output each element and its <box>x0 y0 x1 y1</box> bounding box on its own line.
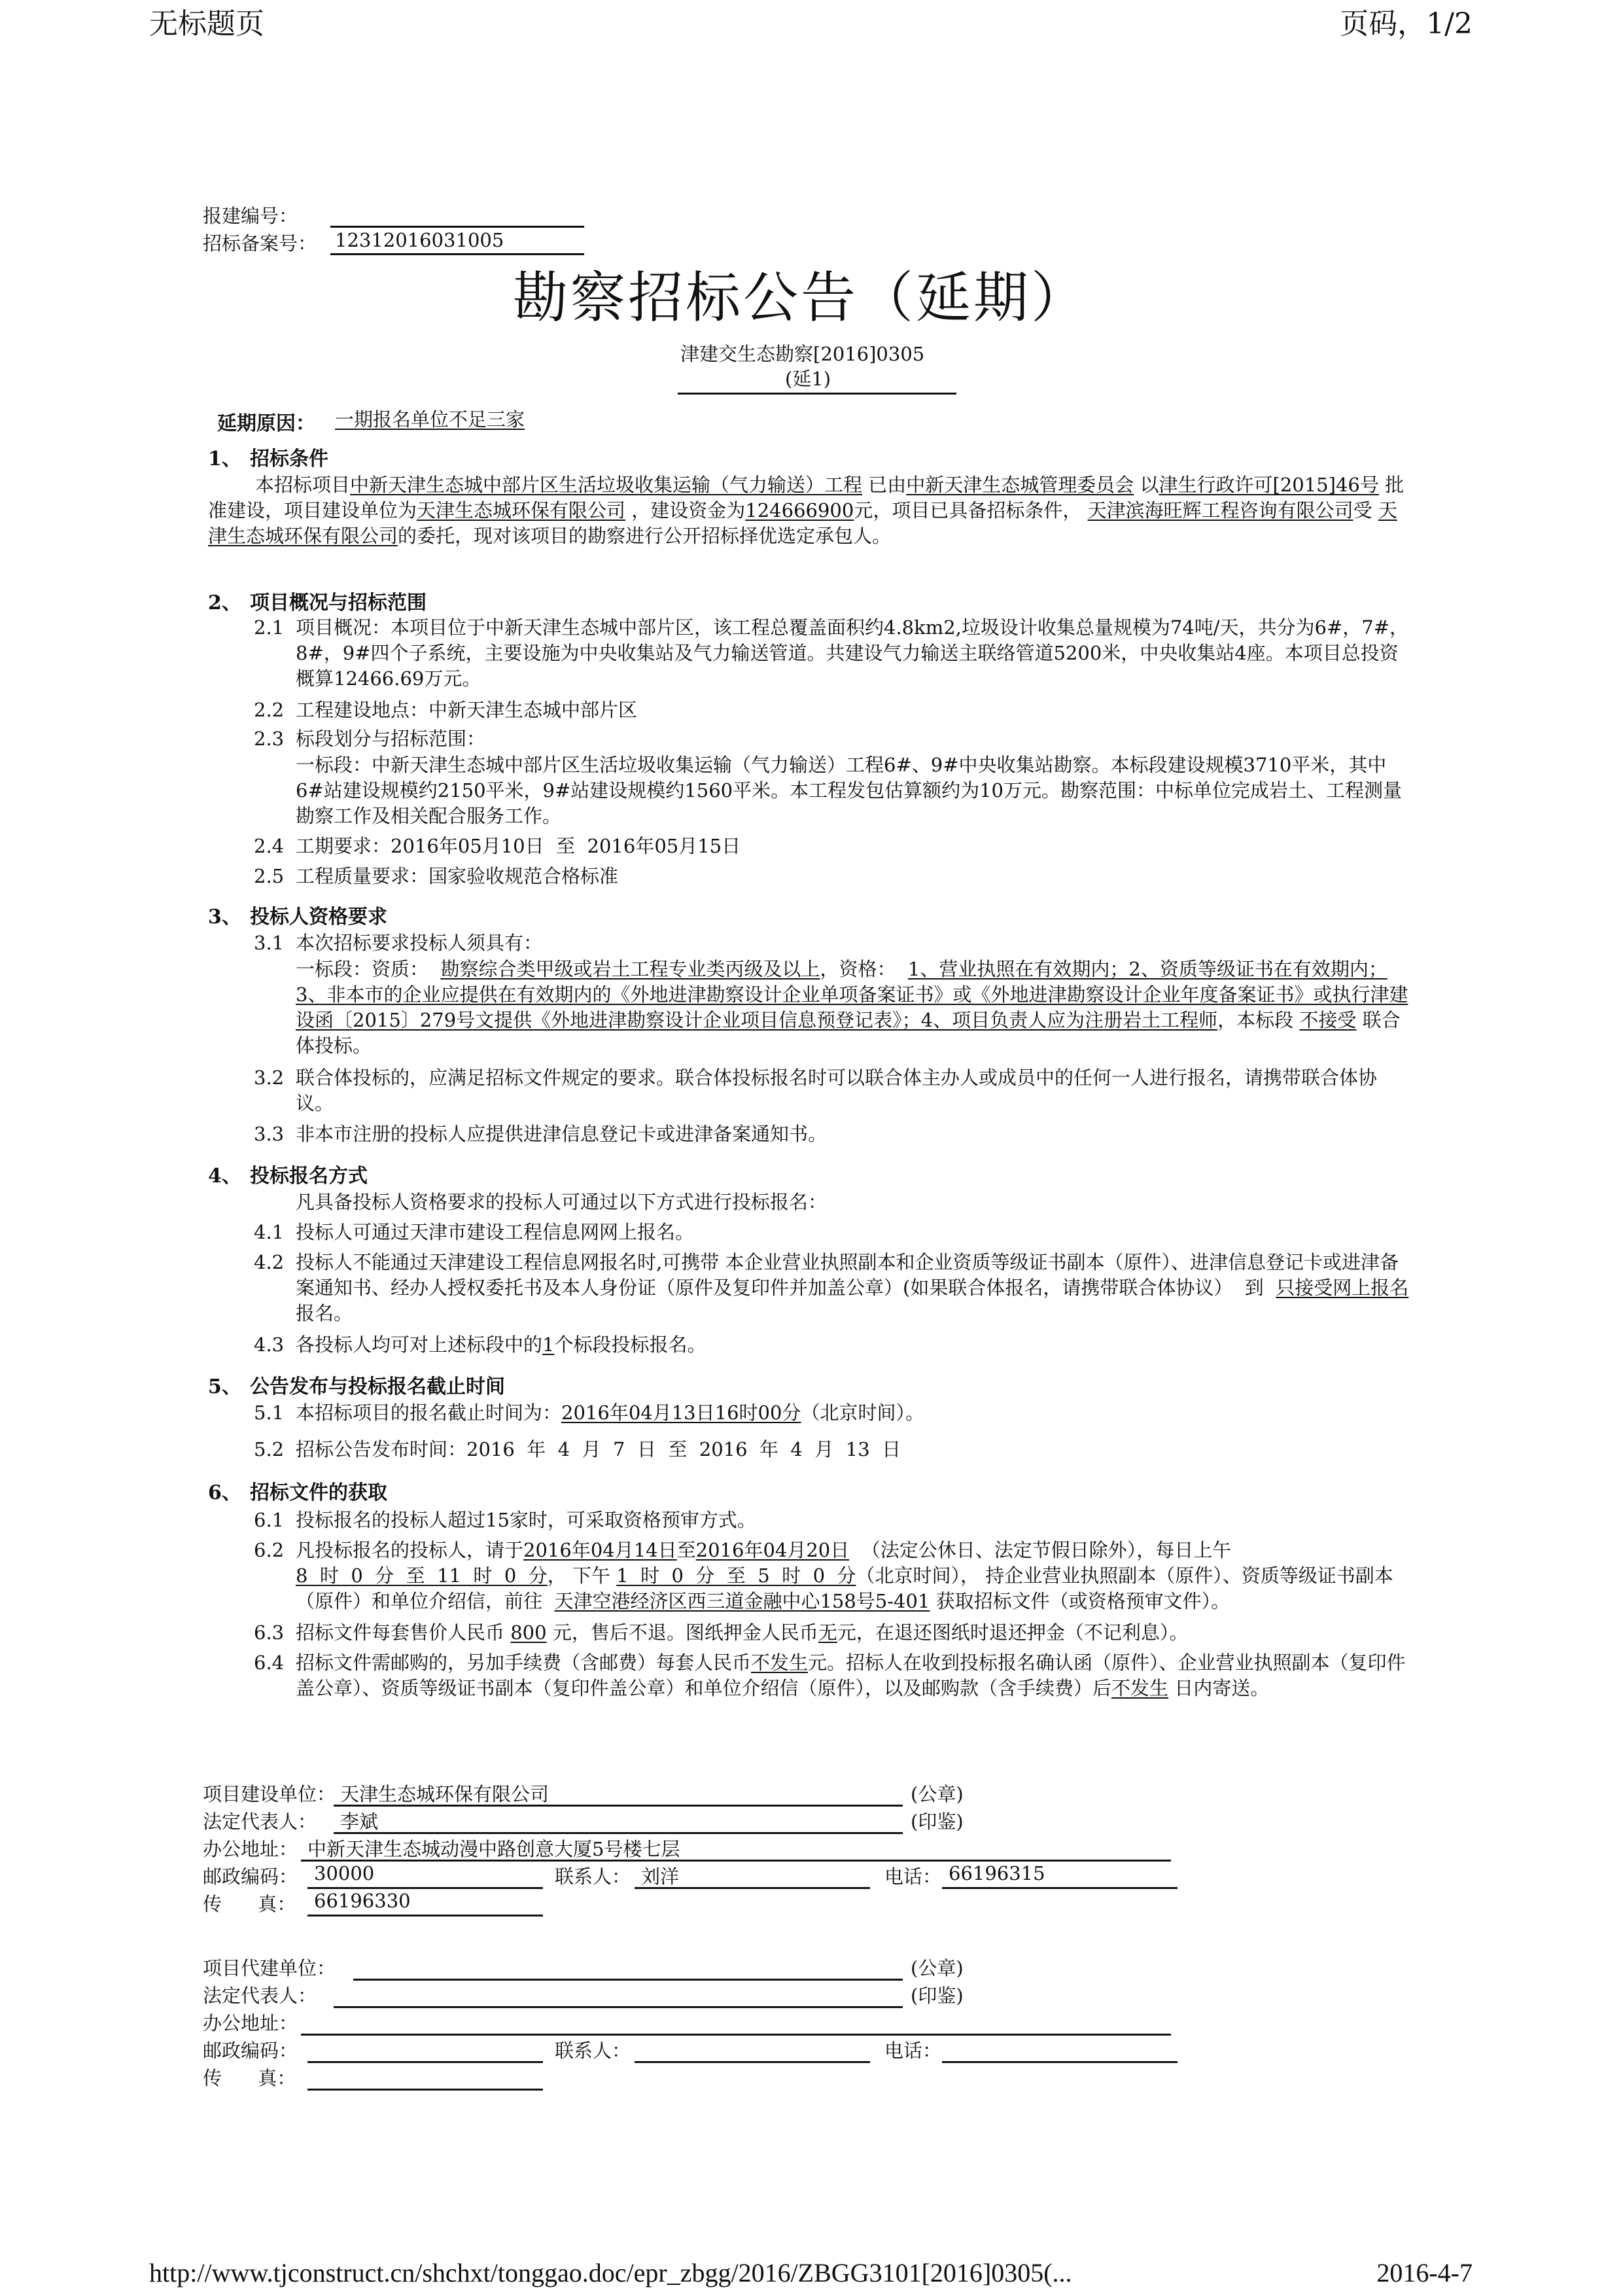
item-5-1: 本招标项目的报名截止时间为：2016年04月13日16时00分（北京时间）。 <box>296 1402 924 1424</box>
owner-unit: 天津生态城环保有限公司 <box>340 1783 550 1805</box>
section-5-title: 公告发布与投标报名截止时间 <box>250 1375 505 1398</box>
section-1-paragraph: 本招标项目中新天津生态城中部片区生活垃圾收集运输（气力输送）工程 已由中新天津生态城管理委员会 以津生行政许可[2015]46号 批准建设，项目建设单位为天津生态城环保有限公司 ，建设资金为124666900元，项目已具备招标条件， 天津滨海旺辉工程咨询有限公司受 天津生态城环保有限公司的委托，现对该项目的勘察进行公开招标择优选定承包人。 <box>208 474 1405 547</box>
agent-contact-line <box>635 2061 870 2063</box>
item-4-1-num: 4.1 <box>254 1221 285 1243</box>
doc-number-line <box>678 393 956 395</box>
item-6-4-num: 6.4 <box>254 1651 285 1674</box>
owner-zip-line <box>307 1887 543 1889</box>
ba-label: 招标备案号： <box>203 232 317 255</box>
section-6-num: 6、 <box>208 1481 241 1504</box>
item-6-2: 凡投标报名的投标人，请于2016年04月14日至2016年04月20日 （法定公休日、法定节假日除外），每日上午8 时 0 分 至 11 时 0 分， 下午 1 时 0 分 至 5 时 0 分（北京时间）， 持企业营业执照副本（原件）、资质等级证书副本（原件）和单位介绍信，前往 天津空港经济区西三道金融中心158号5-401 获取招标文件（或资格预审文件）。 <box>296 1539 1393 1612</box>
owner-tel: 66196315 <box>949 1862 1045 1884</box>
page-title: 勘察招标公告（延期） <box>513 266 1089 330</box>
project-name: 中新天津生态城中部片区生活垃圾收集运输（气力输送）工程 <box>350 474 863 496</box>
item-2-3-detail: 一标段：中新天津生态城中部片区生活垃圾收集运输（气力输送）工程6#、9#中央收集站勘察。本标段建设规模3710平米，其中6#站建设规模约2150平米，9#站建设规模约1560平米。本工程发包估算额约为10万元。勘察范围：中标单位完成岩土、工程测量勘察工作及相关配合服务工作。 <box>296 754 1403 827</box>
owner-addr-label: 办公地址： <box>203 1838 298 1860</box>
item-4-3: 各投标人均可对上述标段中的1个标段投标报名。 <box>296 1333 707 1356</box>
agent-zip-line <box>307 2061 543 2063</box>
item-5-2: 招标公告发布时间：2016 年 4 月 7 日 至 2016 年 4 月 13 日 <box>296 1438 901 1460</box>
item-6-4: 招标文件需邮购的，另加手续费（含邮费）每套人民币不发生元。招标人在收到投标报名确认函（原件）、企业营业执照副本（复印件盖公章）、资质等级证书副本（复印件盖公章）和单位介绍信（原件），以及邮购款（含手续费）后不发生 日内寄送。 <box>296 1651 1406 1699</box>
section-3-title: 投标人资格要求 <box>250 906 387 928</box>
item-6-1-num: 6.1 <box>254 1509 285 1531</box>
item-2-3: 标段划分与招标范围： <box>296 728 486 750</box>
doc-number: 津建交生态勘察[2016]0305 <box>680 343 925 365</box>
consortium: 不接受 <box>1299 1009 1357 1031</box>
item-6-1: 投标报名的投标人超过15家时，可采取资格预审方式。 <box>296 1509 756 1531</box>
owner-name: 天津生态城环保有限公司 <box>417 499 626 521</box>
section-2-title: 项目概况与招标范围 <box>250 592 427 614</box>
approver: 中新天津生态城管理委员会 <box>906 474 1134 496</box>
owner-rep: 李斌 <box>340 1810 379 1833</box>
page-header-title: 无标题页 <box>149 7 264 41</box>
item-2-2-num: 2.2 <box>254 699 285 721</box>
item-3-3-num: 3.3 <box>254 1123 285 1145</box>
owner-rep-line <box>334 1832 903 1834</box>
agent-addr-line <box>301 2034 1171 2036</box>
signup-method: 只接受网上报名 <box>1276 1277 1409 1299</box>
owner-rep-label: 法定代表人： <box>203 1810 317 1833</box>
agent-rep-line <box>334 2006 903 2008</box>
agent-rep-label: 法定代表人： <box>203 1985 317 2007</box>
agent-unit-label: 项目代建单位： <box>203 1957 336 1979</box>
agent-contact-label: 联系人： <box>555 2040 631 2062</box>
owner-contact-label: 联系人： <box>555 1865 631 1888</box>
owner-fax-label: 传 真： <box>203 1893 296 1915</box>
agent-unit-line <box>353 1979 903 1981</box>
item-2-5-num: 2.5 <box>254 865 285 887</box>
section-4-title: 投标报名方式 <box>250 1165 368 1188</box>
item-3-1-detail: 一标段：资质： 勘察综合类甲级或岩土工程专业类丙级及以上，资格： 1、营业执照在有效期内；2、资质等级证书在有效期内；3、非本市的企业应提供在有效期内的《外地进津勘察设计企业单项备案证书》或《外地进津勘察设计企业年度备案证书》或执行津建设函〔2015〕279号文提供《外地进津勘察设计企业项目信息预登记表》；4、项目负责人应为注册岩土工程师，本标段 不接受 联合体投标。 <box>296 958 1408 1057</box>
item-6-2-num: 6.2 <box>254 1539 285 1561</box>
item-4-2-num: 4.2 <box>254 1251 285 1273</box>
agent-tel-line <box>942 2061 1178 2063</box>
item-2-1: 项目概况：本项目位于中新天津生态城中部片区，该工程总覆盖面积约4.8km2,垃圾设计收集总量规模为74吨/天，共分为6#，7#，8#，9#四个子系统，主要设施为中央收集站及气力输送管道。共建设气力输送主联络管道5200米，中央收集站4座。本项目总投资概算12466.69万元。 <box>296 616 1409 690</box>
pickup-place: 天津空港经济区西三道金融中心158号5-401 <box>554 1590 930 1612</box>
ba-value: 12312016031005 <box>335 229 504 251</box>
item-2-4: 工期要求：2016年05月10日 至 2016年05月15日 <box>296 835 741 857</box>
item-2-5: 工程质量要求：国家验收规范合格标准 <box>296 865 619 887</box>
item-3-2: 联合体投标的，应满足招标文件规定的要求。联合体投标报名时可以联合体主办人或成员中的任何一人进行报名，请携带联合体协议。 <box>296 1067 1378 1114</box>
item-4-1: 投标人可通过天津市建设工程信息网网上报名。 <box>296 1221 695 1243</box>
deadline: 2016年04月13日16时00分 <box>561 1402 801 1424</box>
item-4-3-num: 4.3 <box>254 1333 285 1356</box>
footer-date: 2016-4-7 <box>1376 2258 1473 2287</box>
item-6-3-num: 6.3 <box>254 1621 285 1644</box>
agent-addr-label: 办公地址： <box>203 2012 298 2034</box>
item-6-3: 招标文件每套售价人民币 800 元，售后不退。图纸押金人民币无元，在退还图纸时退还押金（不记利息）。 <box>296 1621 1189 1644</box>
qualification: 勘察综合类甲级或岩土工程专业类丙级及以上 <box>440 958 820 980</box>
agent-name: 天津滨海旺辉工程咨询有限公司 <box>1087 499 1353 521</box>
section-5-num: 5、 <box>208 1375 241 1398</box>
agent-zip-label: 邮政编码： <box>203 2040 298 2062</box>
bj-label: 报建编号： <box>203 205 298 227</box>
owner-fax: 66196330 <box>314 1890 411 1912</box>
owner-tel-label: 电话： <box>884 1865 942 1888</box>
item-3-3: 非本市注册的投标人应提供进津信息登记卡或进津备案通知书。 <box>296 1123 828 1145</box>
section-6-title: 招标文件的获取 <box>250 1481 387 1504</box>
page-header-pagenum: 页码，1/2 <box>1340 7 1473 41</box>
item-5-2-num: 5.2 <box>254 1438 285 1460</box>
approval-no: 津生行政许可[2015]46号 <box>1159 474 1379 496</box>
owner-stamp: (印鉴) <box>911 1810 964 1833</box>
item-2-4-num: 2.4 <box>254 835 285 857</box>
item-3-1: 本次招标要求投标人须具有： <box>296 932 543 954</box>
agent-fax-line <box>307 2089 543 2091</box>
section-3-num: 3、 <box>208 906 241 928</box>
section-4-num: 4、 <box>208 1165 241 1188</box>
agent-tel-label: 电话： <box>884 2040 942 2062</box>
owner-contact: 刘洋 <box>641 1865 680 1888</box>
owner-zip: 30000 <box>314 1862 375 1884</box>
owner-unit-label: 项目建设单位： <box>203 1783 336 1805</box>
bj-line <box>330 226 584 228</box>
item-4-2: 投标人不能通过天津建设工程信息网报名时,可携带 本企业营业执照副本和企业资质等级证书副本（原件）、进津信息登记卡或进津备案通知书、经办人授权委托书及本人身份证（原件及复印件并加盖公章）(如果联合体报名，请携带联合体协议） 到 只接受网上报名报名。 <box>296 1251 1409 1324</box>
agent-fax-label: 传 真： <box>203 2067 296 2089</box>
owner-addr: 中新天津生态城动漫中路创意大厦5号楼七层 <box>307 1838 680 1860</box>
section-1-num: 1、 <box>208 448 241 470</box>
requirements: 1、营业执照在有效期内；2、资质等级证书在有效期内；3、非本市的企业应提供在有效期内的《外地进津勘察设计企业单项备案证书》或《外地进津勘察设计企业年度备案证书》或执行津建设函〔2015〕279号文提供《外地进津勘察设计企业项目信息预登记表》；4、项目负责人应为注册岩土工程师 <box>296 958 1408 1031</box>
item-2-2: 工程建设地点：中新天津生态城中部片区 <box>296 699 638 721</box>
agent-seal: (公章) <box>911 1957 964 1979</box>
owner-fax-line <box>307 1915 543 1916</box>
agent-stamp: (印鉴) <box>911 1985 964 2007</box>
section-2-num: 2、 <box>208 592 241 614</box>
item-2-3-num: 2.3 <box>254 728 285 750</box>
section-4-intro: 凡具备投标人资格要求的投标人可通过以下方式进行投标报名： <box>296 1191 828 1213</box>
owner-tel-line <box>942 1887 1178 1889</box>
item-3-2-num: 3.2 <box>254 1067 285 1089</box>
section-1-title: 招标条件 <box>250 448 328 470</box>
owner-seal: (公章) <box>911 1783 964 1805</box>
owner-zip-label: 邮政编码： <box>203 1865 298 1888</box>
funds: 124666900 <box>745 499 854 521</box>
delay-reason: 一期报名单位不足三家 <box>335 408 525 431</box>
delay-label: 延期原因： <box>217 412 315 435</box>
footer-url[interactable]: http://www.tjconstruct.cn/shchxt/tonggao.doc/epr_zbgg/2016/ZBGG3101[2016]0305(... <box>149 2258 1072 2287</box>
doc-number-sub: (延1) <box>785 368 831 390</box>
item-2-1-num: 2.1 <box>254 616 285 639</box>
item-5-1-num: 5.1 <box>254 1402 285 1424</box>
client-name: 天津生态城环保有限公司 <box>208 499 1397 547</box>
item-3-1-num: 3.1 <box>254 932 285 954</box>
